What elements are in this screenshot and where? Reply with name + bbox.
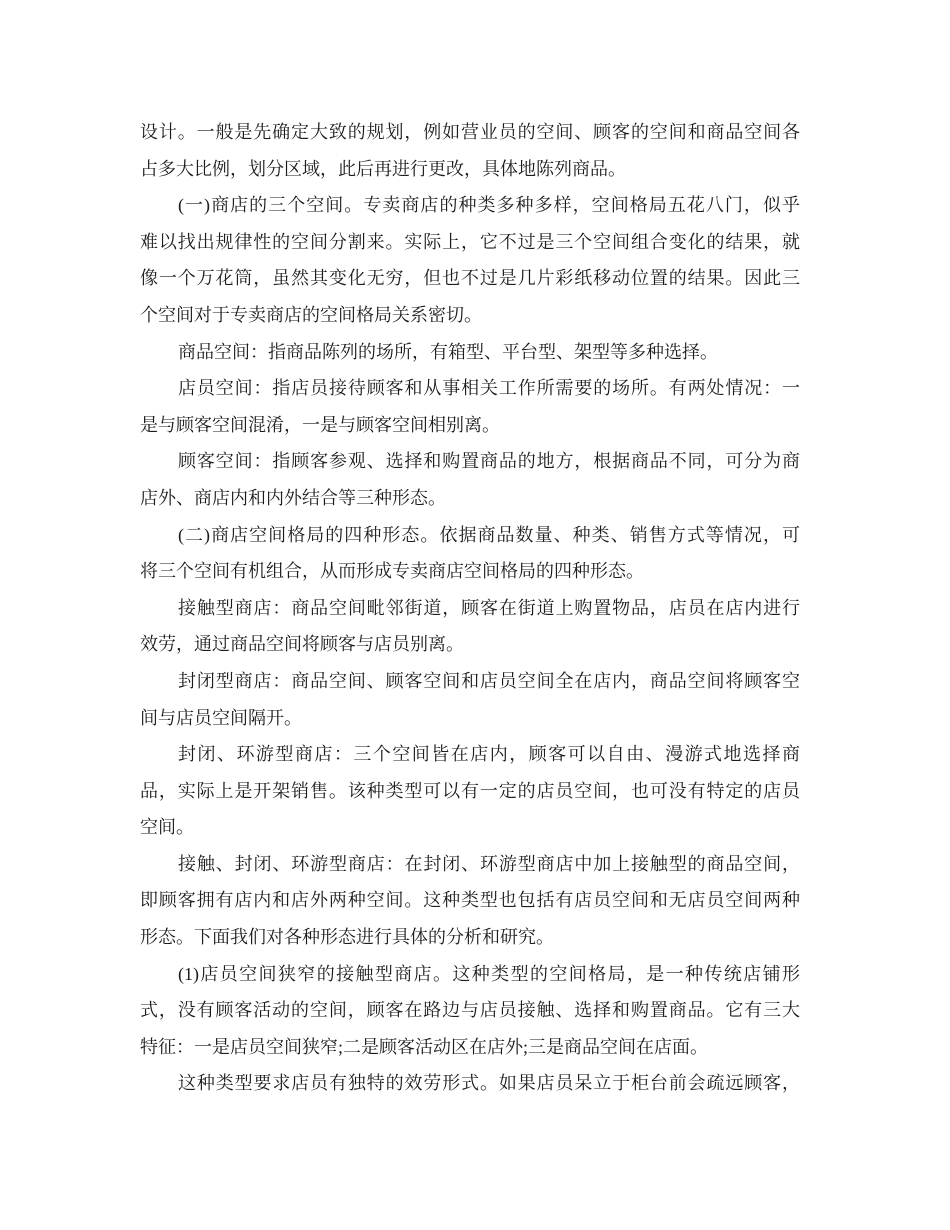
text-line: 形态。下面我们对各种形态进行具体的分析和研究。 xyxy=(140,927,554,948)
text-line: 这种类型要求店员有独特的效劳形式。如果店员呆立于柜台前会疏远顾客， xyxy=(178,1073,800,1094)
text-line: 将三个空间有机组合，从而形成专卖商店空间格局的四种形态。 xyxy=(140,561,644,582)
text-line: 特征：一是店员空间狭窄;二是顾客活动区在店外;三是商品空间在店面。 xyxy=(140,1036,708,1057)
text-line: 占多大比例，划分区域，此后再进行更改，具体地陈列商品。 xyxy=(140,158,626,179)
text-line: 顾客空间：指顾客参观、选择和购置商品的地方，根据商品不同，可分为商 xyxy=(178,451,800,472)
text-line: 空间。 xyxy=(140,817,194,838)
text-line: 店外、商店内和内外结合等三种形态。 xyxy=(140,487,446,508)
text-line: 封闭型商店：商品空间、顾客空间和店员空间全在店内，商品空间将顾客空 xyxy=(178,670,800,691)
text-line: 个空间对于专卖商店的空间格局关系密切。 xyxy=(140,304,482,325)
text-line: 难以找出规律性的空间分割来。实际上，它不过是三个空间组合变化的结果，就 xyxy=(140,231,800,252)
text-line: 品，实际上是开架销售。该种类型可以有一定的店员空间，也可没有特定的店员 xyxy=(140,780,800,801)
text-line: 接触、封闭、环游型商店：在封闭、环游型商店中加上接触型的商品空间， xyxy=(178,853,800,874)
text-line: (1)店员空间狭窄的接触型商店。这种类型的空间格局，是一种传统店铺形 xyxy=(178,963,800,984)
text-line: 封闭、环游型商店：三个空间皆在店内，顾客可以自由、漫游式地选择商 xyxy=(178,744,800,765)
text-line: 接触型商店：商品空间毗邻街道，顾客在街道上购置物品，店员在店内进行 xyxy=(178,597,800,618)
document-text-block xyxy=(140,114,800,1102)
text-line: 店员空间：指店员接待顾客和从事相关工作所需要的场所。有两处情况：一 xyxy=(178,378,800,399)
text-line: 设计。一般是先确定大致的规划，例如营业员的空间、顾客的空间和商品空间各 xyxy=(140,122,800,142)
text-line: (一)商店的三个空间。专卖商店的种类多种多样，空间格局五花八门，似乎 xyxy=(178,195,800,216)
text-line: 式，没有顾客活动的空间，顾客在路边与店员接触、选择和购置商品。它有三大 xyxy=(140,1000,800,1021)
text-line: 像一个万花筒，虽然其变化无穷，但也不过是几片彩纸移动位置的结果。因此三 xyxy=(140,268,800,289)
text-line: 是与顾客空间混淆，一是与顾客空间相别离。 xyxy=(140,414,500,435)
text-line: 商品空间：指商品陈列的场所，有箱型、平台型、架型等多种选择。 xyxy=(178,341,718,362)
text-line: (二)商店空间格局的四种形态。依据商品数量、种类、销售方式等情况，可 xyxy=(178,524,800,545)
text-line: 间与店员空间隔开。 xyxy=(140,707,302,728)
text-line: 效劳，通过商品空间将顾客与店员别离。 xyxy=(140,634,464,655)
text-line: 即顾客拥有店内和店外两种空间。这种类型也包括有店员空间和无店员空间两种 xyxy=(140,890,800,911)
